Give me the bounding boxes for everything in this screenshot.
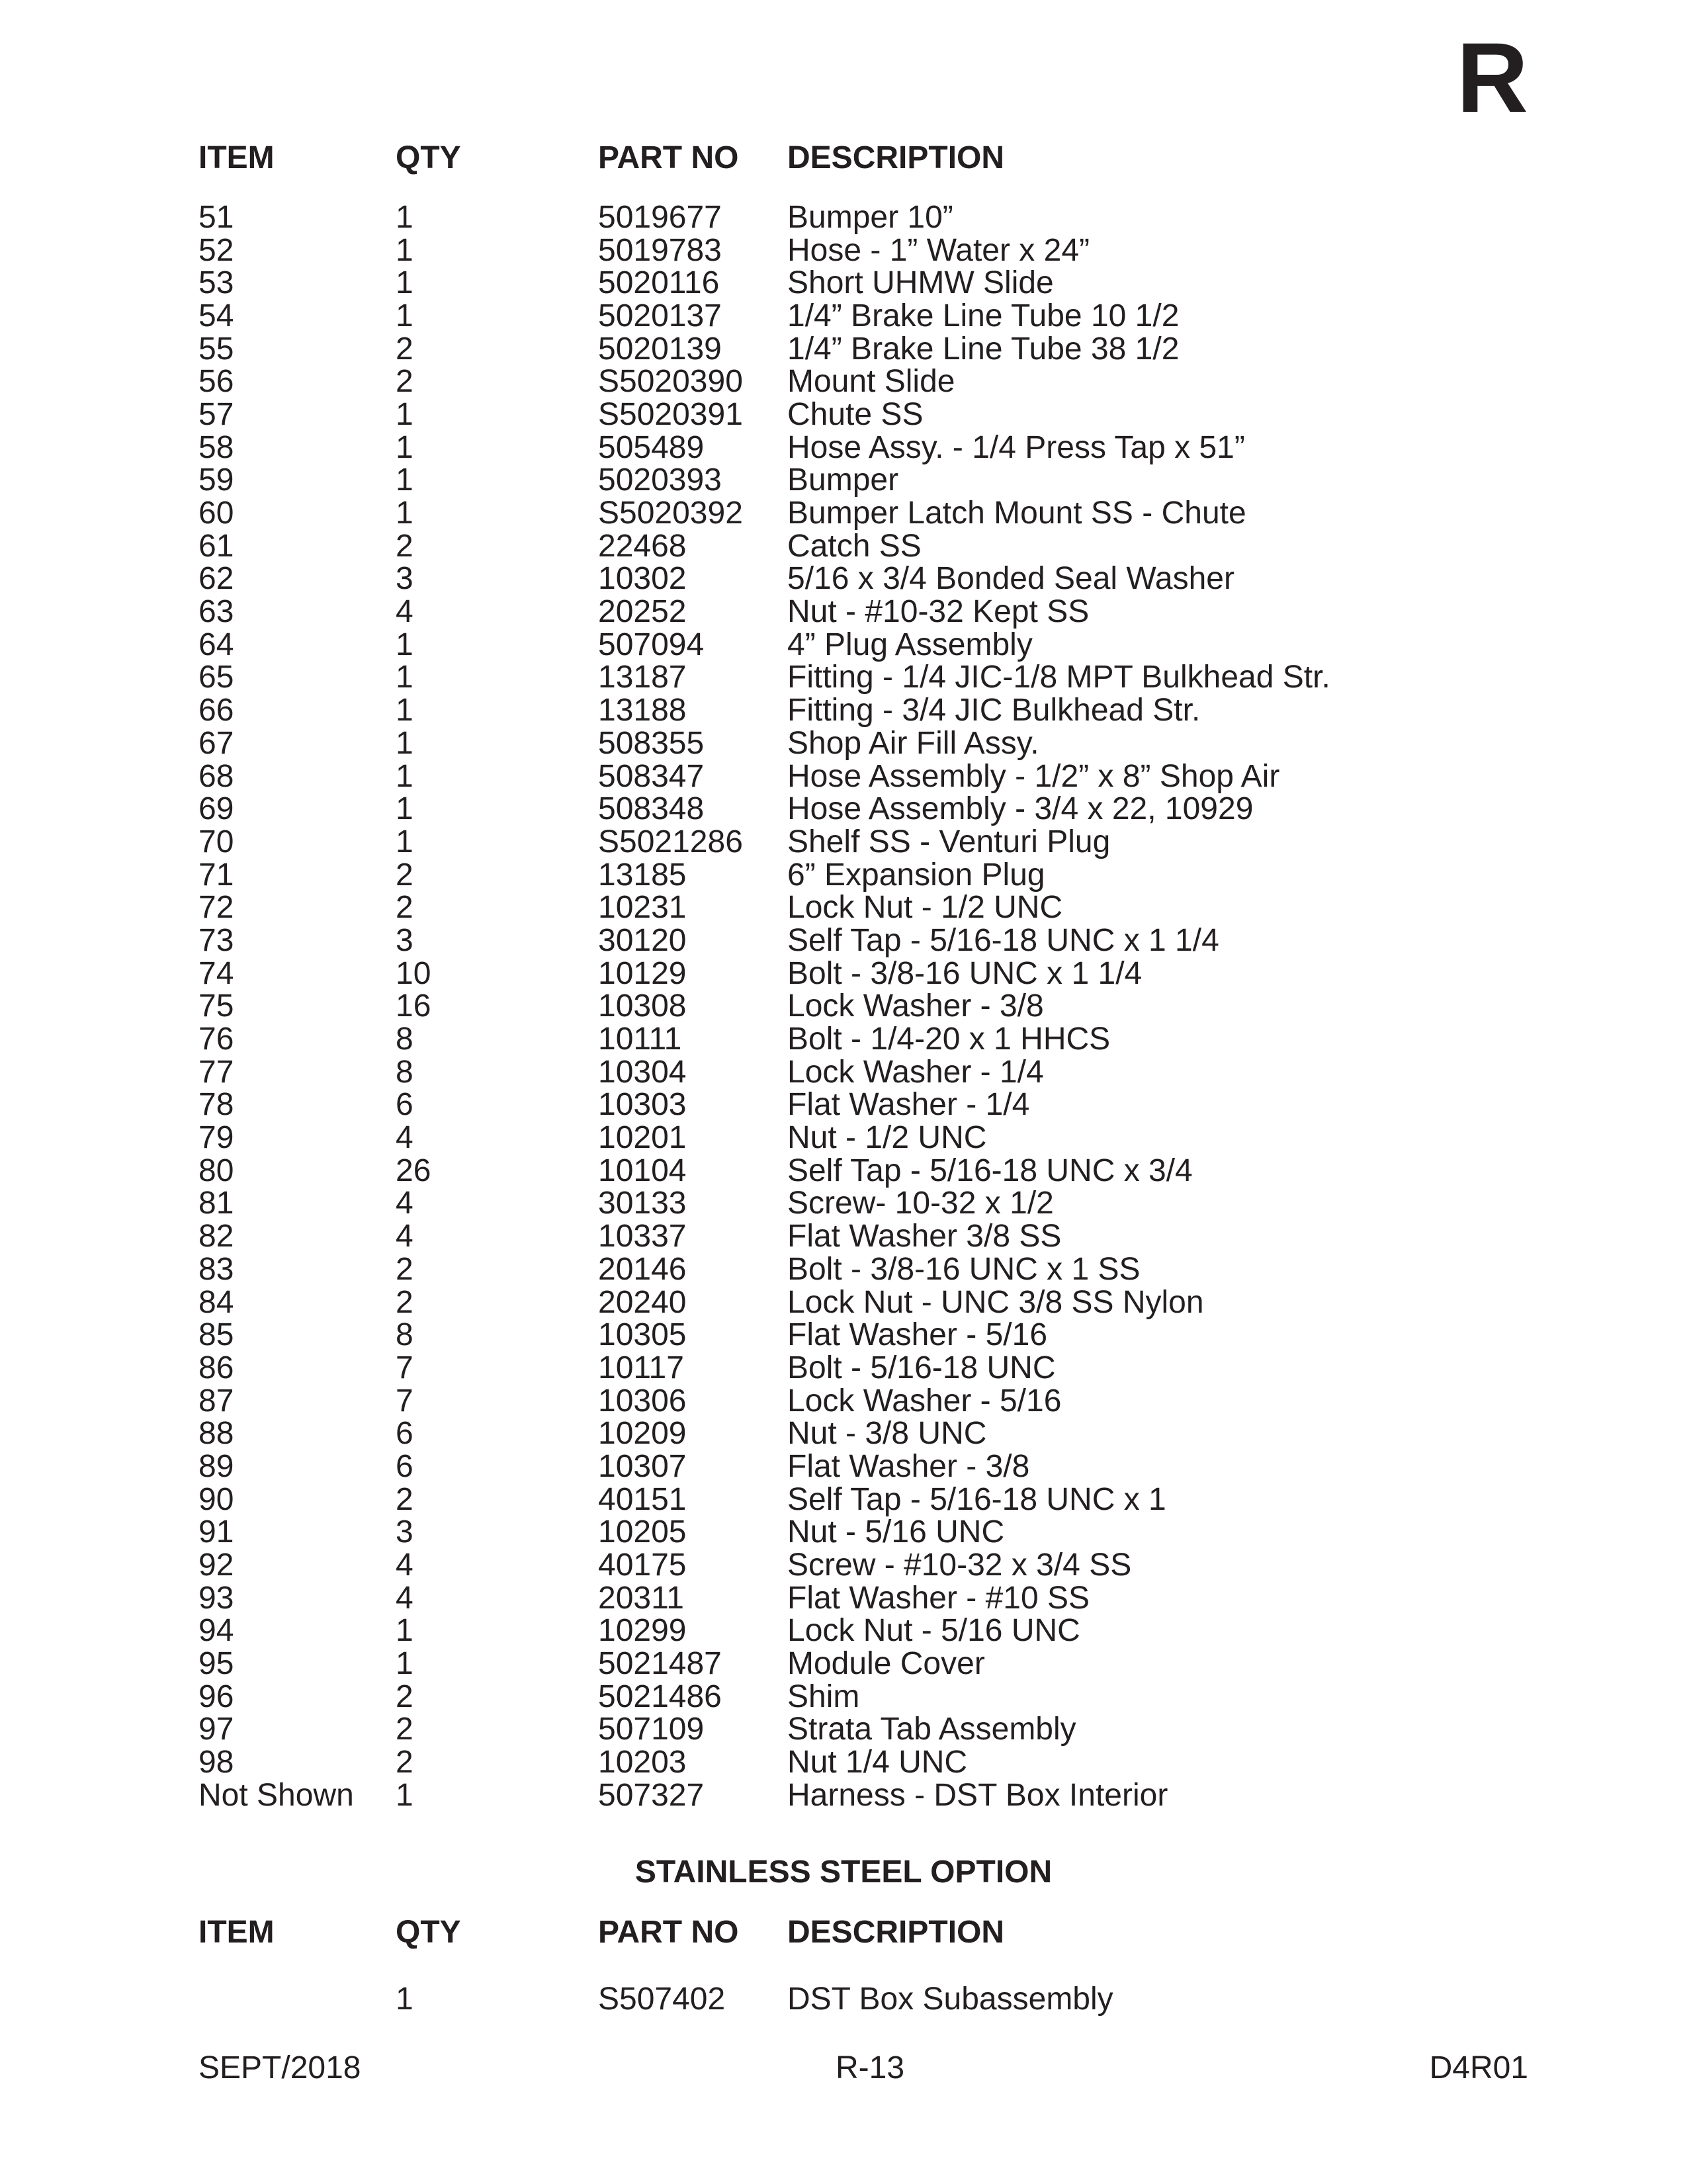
part-no-cell: 507109 xyxy=(598,1712,705,1747)
part-no-cell: 10104 xyxy=(598,1153,687,1188)
item-cell: 82 xyxy=(198,1219,234,1254)
item-cell: 78 xyxy=(198,1087,234,1123)
qty-cell: 6 xyxy=(396,1448,413,1484)
parts-table-header xyxy=(198,142,1581,175)
part-no-cell: 10209 xyxy=(598,1416,687,1452)
description-cell: Hose Assy. - 1/4 Press Tap x 51” xyxy=(787,429,1245,465)
table-row xyxy=(198,1188,1581,1221)
description-cell: Bumper 10” xyxy=(787,199,953,235)
footer-page-number: R-13 xyxy=(835,2050,905,2085)
table-row xyxy=(198,760,1581,793)
qty-cell: 2 xyxy=(396,1284,413,1320)
description-cell: Catch SS xyxy=(787,528,922,564)
item-cell: 86 xyxy=(198,1350,234,1385)
qty-cell: 1 xyxy=(396,1613,413,1649)
qty-cell: 1 xyxy=(396,429,413,465)
description-cell: Screw - #10-32 x 3/4 SS xyxy=(787,1548,1132,1583)
qty-cell: 2 xyxy=(396,890,413,926)
qty-cell: 1 xyxy=(396,1646,413,1682)
part-no-cell: S5020390 xyxy=(598,364,743,400)
description-cell: Shelf SS - Venturi Plug xyxy=(787,824,1111,859)
qty-cell: 16 xyxy=(396,988,431,1024)
description-cell: Shop Air Fill Assy. xyxy=(787,725,1039,761)
qty-cell: 1 xyxy=(396,298,413,333)
item-cell: 91 xyxy=(198,1514,234,1550)
table-row xyxy=(198,1647,1581,1681)
table-row xyxy=(198,793,1581,826)
table-row xyxy=(198,1089,1581,1122)
description-cell: Nut - 1/2 UNC xyxy=(787,1120,987,1156)
part-no-cell: 30120 xyxy=(598,922,687,958)
item-cell: 66 xyxy=(198,693,234,728)
qty-cell: 1 xyxy=(396,1981,413,2017)
item-cell: 56 xyxy=(198,364,234,400)
qty-cell: 4 xyxy=(396,594,413,630)
part-no-cell: S5020392 xyxy=(598,496,743,531)
part-no-cell: 40175 xyxy=(598,1548,687,1583)
table-row xyxy=(198,365,1581,398)
item-cell: 67 xyxy=(198,725,234,761)
item-cell: 85 xyxy=(198,1317,234,1353)
part-no-cell: 20240 xyxy=(598,1284,687,1320)
table-row xyxy=(198,1582,1581,1615)
table-row xyxy=(198,333,1581,366)
table-row xyxy=(198,530,1581,563)
table-row xyxy=(198,1319,1581,1352)
part-no-cell: 508347 xyxy=(598,758,705,794)
table-row xyxy=(198,1746,1581,1779)
column-header-item: ITEM xyxy=(198,140,275,175)
description-cell: Shim xyxy=(787,1679,860,1714)
qty-cell: 6 xyxy=(396,1087,413,1123)
qty-cell: 2 xyxy=(396,1712,413,1747)
column-header-description: DESCRIPTION xyxy=(787,1914,1005,1950)
part-no-cell: 5019783 xyxy=(598,232,722,268)
table-row xyxy=(198,1121,1581,1155)
qty-cell: 4 xyxy=(396,1120,413,1156)
item-cell: 57 xyxy=(198,396,234,432)
part-no-cell: 5021487 xyxy=(598,1646,722,1682)
description-cell: Nut 1/4 UNC xyxy=(787,1745,968,1780)
table-row xyxy=(198,957,1581,990)
item-cell: 84 xyxy=(198,1284,234,1320)
part-no-cell: 10305 xyxy=(598,1317,687,1353)
part-no-cell: 40151 xyxy=(598,1481,687,1517)
item-cell: 69 xyxy=(198,791,234,827)
description-cell: Flat Washer - #10 SS xyxy=(787,1580,1090,1616)
qty-cell: 26 xyxy=(396,1153,431,1188)
part-no-cell: 22468 xyxy=(598,528,687,564)
part-no-cell: 507094 xyxy=(598,627,705,662)
qty-cell: 2 xyxy=(396,857,413,893)
table-row xyxy=(198,398,1581,431)
part-no-cell: 508355 xyxy=(598,725,705,761)
part-no-cell: 20146 xyxy=(598,1251,687,1287)
table-row xyxy=(198,1155,1581,1188)
table-row xyxy=(198,1516,1581,1550)
description-cell: Fitting - 1/4 JIC-1/8 MPT Bulkhead Str. xyxy=(787,660,1330,695)
qty-cell: 1 xyxy=(396,232,413,268)
column-header-item: ITEM xyxy=(198,1914,275,1950)
qty-cell: 1 xyxy=(396,725,413,761)
item-cell: 52 xyxy=(198,232,234,268)
item-cell: 76 xyxy=(198,1022,234,1057)
item-cell: 72 xyxy=(198,890,234,926)
description-cell: Self Tap - 5/16-18 UNC x 1 1/4 xyxy=(787,922,1219,958)
part-no-cell: S5020391 xyxy=(598,396,743,432)
part-no-cell: 10306 xyxy=(598,1383,687,1419)
qty-cell: 10 xyxy=(396,955,431,991)
description-cell: Bolt - 3/8-16 UNC x 1 1/4 xyxy=(787,955,1143,991)
table-row xyxy=(198,826,1581,859)
description-cell: Lock Nut - 5/16 UNC xyxy=(787,1613,1080,1649)
description-cell: Hose Assembly - 1/2” x 8” Shop Air xyxy=(787,758,1280,794)
qty-cell: 4 xyxy=(396,1219,413,1254)
qty-cell: 7 xyxy=(396,1350,413,1385)
qty-cell: 3 xyxy=(396,922,413,958)
table-row xyxy=(198,1023,1581,1056)
part-no-cell: 20252 xyxy=(598,594,687,630)
qty-cell: 3 xyxy=(396,1514,413,1550)
part-no-cell: S5021286 xyxy=(598,824,743,859)
description-cell: Lock Washer - 1/4 xyxy=(787,1054,1044,1090)
qty-cell: 8 xyxy=(396,1022,413,1057)
part-no-cell: 10201 xyxy=(598,1120,687,1156)
option-section-title: STAINLESS STEEL OPTION xyxy=(634,1855,1053,1890)
part-no-cell: 5020393 xyxy=(598,462,722,498)
item-cell: 59 xyxy=(198,462,234,498)
description-cell: 1/4” Brake Line Tube 10 1/2 xyxy=(787,298,1180,333)
section-letter: R xyxy=(1456,22,1528,133)
part-no-cell: 5021486 xyxy=(598,1679,722,1714)
table-row xyxy=(198,201,1581,234)
part-no-cell: 10299 xyxy=(598,1613,687,1649)
table-row xyxy=(198,464,1581,498)
qty-cell: 3 xyxy=(396,561,413,597)
item-cell: 71 xyxy=(198,857,234,893)
item-cell: 60 xyxy=(198,496,234,531)
description-cell: Module Cover xyxy=(787,1646,985,1682)
item-cell: 83 xyxy=(198,1251,234,1287)
description-cell: Mount Slide xyxy=(787,364,955,400)
part-no-cell: 10203 xyxy=(598,1745,687,1780)
table-row xyxy=(198,431,1581,464)
description-cell: Chute SS xyxy=(787,396,924,432)
item-cell: 54 xyxy=(198,298,234,333)
description-cell: Bumper xyxy=(787,462,899,498)
table-row xyxy=(198,1483,1581,1516)
item-cell: 55 xyxy=(198,331,234,367)
description-cell: Harness - DST Box Interior xyxy=(787,1777,1168,1813)
part-no-cell: 13187 xyxy=(598,660,687,695)
description-cell: 1/4” Brake Line Tube 38 1/2 xyxy=(787,331,1180,367)
item-cell: 97 xyxy=(198,1712,234,1747)
column-header-part-no: PART NO xyxy=(598,140,739,175)
part-no-cell: 10307 xyxy=(598,1448,687,1484)
description-cell: Hose - 1” Water x 24” xyxy=(787,232,1090,268)
description-cell: 5/16 x 3/4 Bonded Seal Washer xyxy=(787,561,1234,597)
qty-cell: 1 xyxy=(396,660,413,695)
part-no-cell: 30133 xyxy=(598,1186,687,1221)
qty-cell: 1 xyxy=(396,758,413,794)
description-cell: Flat Washer - 5/16 xyxy=(787,1317,1048,1353)
part-no-cell: 10302 xyxy=(598,561,687,597)
qty-cell: 1 xyxy=(396,396,413,432)
description-cell: Bolt - 1/4-20 x 1 HHCS xyxy=(787,1022,1111,1057)
item-cell: 70 xyxy=(198,824,234,859)
table-row xyxy=(198,990,1581,1024)
table-row xyxy=(198,924,1581,957)
item-cell: 58 xyxy=(198,429,234,465)
part-no-cell: 10303 xyxy=(598,1087,687,1123)
item-cell: Not Shown xyxy=(198,1777,354,1813)
part-no-cell: 20311 xyxy=(598,1580,684,1616)
qty-cell: 4 xyxy=(396,1580,413,1616)
qty-cell: 1 xyxy=(396,824,413,859)
column-header-qty: QTY xyxy=(396,1914,461,1950)
item-cell: 62 xyxy=(198,561,234,597)
table-row xyxy=(198,1352,1581,1385)
table-row xyxy=(198,1714,1581,1747)
item-cell: 88 xyxy=(198,1416,234,1452)
qty-cell: 1 xyxy=(396,627,413,662)
qty-cell: 7 xyxy=(396,1383,413,1419)
table-row xyxy=(198,1681,1581,1714)
column-header-part-no: PART NO xyxy=(598,1914,739,1950)
item-cell: 65 xyxy=(198,660,234,695)
table-row xyxy=(198,595,1581,629)
description-cell: Lock Nut - UNC 3/8 SS Nylon xyxy=(787,1284,1204,1320)
description-cell: 4” Plug Assembly xyxy=(787,627,1033,662)
description-cell: Bolt - 3/8-16 UNC x 1 SS xyxy=(787,1251,1141,1287)
table-row xyxy=(198,891,1581,924)
item-cell: 73 xyxy=(198,922,234,958)
part-no-cell: 505489 xyxy=(598,429,705,465)
table-row xyxy=(198,1417,1581,1450)
option-table-header xyxy=(198,1916,1581,1949)
item-cell: 80 xyxy=(198,1153,234,1188)
description-cell: Nut - 5/16 UNC xyxy=(787,1514,1005,1550)
footer-doc-code: D4R01 xyxy=(1429,2050,1528,2085)
qty-cell: 1 xyxy=(396,496,413,531)
description-cell: DST Box Subassembly xyxy=(787,1981,1113,2017)
part-no-cell: 10231 xyxy=(598,890,687,926)
item-cell: 89 xyxy=(198,1448,234,1484)
table-row xyxy=(198,1615,1581,1648)
footer-date: SEPT/2018 xyxy=(198,2050,361,2085)
qty-cell: 1 xyxy=(396,462,413,498)
part-no-cell: 10129 xyxy=(598,955,687,991)
description-cell: Self Tap - 5/16-18 UNC x 3/4 xyxy=(787,1153,1193,1188)
qty-cell: 6 xyxy=(396,1416,413,1452)
table-row xyxy=(198,1385,1581,1418)
parts-table-body xyxy=(198,201,1581,1812)
table-row xyxy=(198,1549,1581,1582)
item-cell: 64 xyxy=(198,627,234,662)
part-no-cell: 13188 xyxy=(598,693,687,728)
part-no-cell: 5020137 xyxy=(598,298,722,333)
part-no-cell: 508348 xyxy=(598,791,705,827)
table-row xyxy=(198,662,1581,695)
description-cell: Self Tap - 5/16-18 UNC x 1 xyxy=(787,1481,1166,1517)
qty-cell: 1 xyxy=(396,693,413,728)
table-row xyxy=(198,267,1581,300)
description-cell: Flat Washer - 1/4 xyxy=(787,1087,1030,1123)
qty-cell: 1 xyxy=(396,199,413,235)
table-row xyxy=(198,1983,1581,2016)
description-cell: Strata Tab Assembly xyxy=(787,1712,1076,1747)
description-cell: Nut - 3/8 UNC xyxy=(787,1416,987,1452)
description-cell: Nut - #10-32 Kept SS xyxy=(787,594,1090,630)
qty-cell: 2 xyxy=(396,331,413,367)
table-row xyxy=(198,1253,1581,1286)
column-header-description: DESCRIPTION xyxy=(787,140,1005,175)
item-cell: 98 xyxy=(198,1745,234,1780)
item-cell: 51 xyxy=(198,199,234,235)
qty-cell: 2 xyxy=(396,364,413,400)
item-cell: 77 xyxy=(198,1054,234,1090)
description-cell: Bolt - 5/16-18 UNC xyxy=(787,1350,1056,1385)
item-cell: 93 xyxy=(198,1580,234,1616)
part-no-cell: 5020116 xyxy=(598,265,720,301)
part-no-cell: 10308 xyxy=(598,988,687,1024)
item-cell: 96 xyxy=(198,1679,234,1714)
qty-cell: 1 xyxy=(396,1777,413,1813)
table-row xyxy=(198,300,1581,333)
table-row xyxy=(198,1286,1581,1319)
part-no-cell: 5019677 xyxy=(598,199,722,235)
table-row xyxy=(198,1056,1581,1089)
qty-cell: 4 xyxy=(396,1548,413,1583)
item-cell: 63 xyxy=(198,594,234,630)
item-cell: 75 xyxy=(198,988,234,1024)
part-no-cell: 507327 xyxy=(598,1777,705,1813)
qty-cell: 2 xyxy=(396,528,413,564)
qty-cell: 2 xyxy=(396,1251,413,1287)
item-cell: 79 xyxy=(198,1120,234,1156)
qty-cell: 8 xyxy=(396,1317,413,1353)
description-cell: Lock Washer - 5/16 xyxy=(787,1383,1062,1419)
table-row xyxy=(198,694,1581,727)
table-row xyxy=(198,1779,1581,1812)
table-row xyxy=(198,497,1581,530)
item-cell: 53 xyxy=(198,265,234,301)
qty-cell: 8 xyxy=(396,1054,413,1090)
description-cell: Screw- 10-32 x 1/2 xyxy=(787,1186,1054,1221)
part-no-cell: 5020139 xyxy=(598,331,722,367)
column-header-qty: QTY xyxy=(396,140,461,175)
item-cell: 87 xyxy=(198,1383,234,1419)
table-row xyxy=(198,234,1581,267)
description-cell: Lock Washer - 3/8 xyxy=(787,988,1044,1024)
qty-cell: 2 xyxy=(396,1679,413,1714)
item-cell: 92 xyxy=(198,1548,234,1583)
qty-cell: 1 xyxy=(396,791,413,827)
part-no-cell: 10111 xyxy=(598,1022,682,1057)
option-table-body xyxy=(198,1983,1581,2016)
qty-cell: 2 xyxy=(396,1481,413,1517)
item-cell: 74 xyxy=(198,955,234,991)
table-row xyxy=(198,727,1581,760)
part-no-cell: 10304 xyxy=(598,1054,687,1090)
item-cell: 81 xyxy=(198,1186,234,1221)
description-cell: Hose Assembly - 3/4 x 22, 10929 xyxy=(787,791,1254,827)
part-no-cell: 10337 xyxy=(598,1219,687,1254)
description-cell: Flat Washer 3/8 SS xyxy=(787,1219,1062,1254)
table-row xyxy=(198,1450,1581,1483)
description-cell: 6” Expansion Plug xyxy=(787,857,1045,893)
table-row xyxy=(198,859,1581,892)
item-cell: 61 xyxy=(198,528,234,564)
description-cell: Short UHMW Slide xyxy=(787,265,1054,301)
description-cell: Lock Nut - 1/2 UNC xyxy=(787,890,1063,926)
item-cell: 95 xyxy=(198,1646,234,1682)
qty-cell: 4 xyxy=(396,1186,413,1221)
part-no-cell: S507402 xyxy=(598,1981,726,2017)
qty-cell: 1 xyxy=(396,265,413,301)
qty-cell: 2 xyxy=(396,1745,413,1780)
description-cell: Bumper Latch Mount SS - Chute xyxy=(787,496,1246,531)
part-no-cell: 10205 xyxy=(598,1514,687,1550)
item-cell: 94 xyxy=(198,1613,234,1649)
description-cell: Fitting - 3/4 JIC Bulkhead Str. xyxy=(787,693,1201,728)
part-no-cell: 13185 xyxy=(598,857,687,893)
item-cell: 68 xyxy=(198,758,234,794)
table-row xyxy=(198,629,1581,662)
part-no-cell: 10117 xyxy=(598,1350,684,1385)
table-row xyxy=(198,563,1581,596)
item-cell: 90 xyxy=(198,1481,234,1517)
table-row xyxy=(198,1220,1581,1253)
description-cell: Flat Washer - 3/8 xyxy=(787,1448,1030,1484)
